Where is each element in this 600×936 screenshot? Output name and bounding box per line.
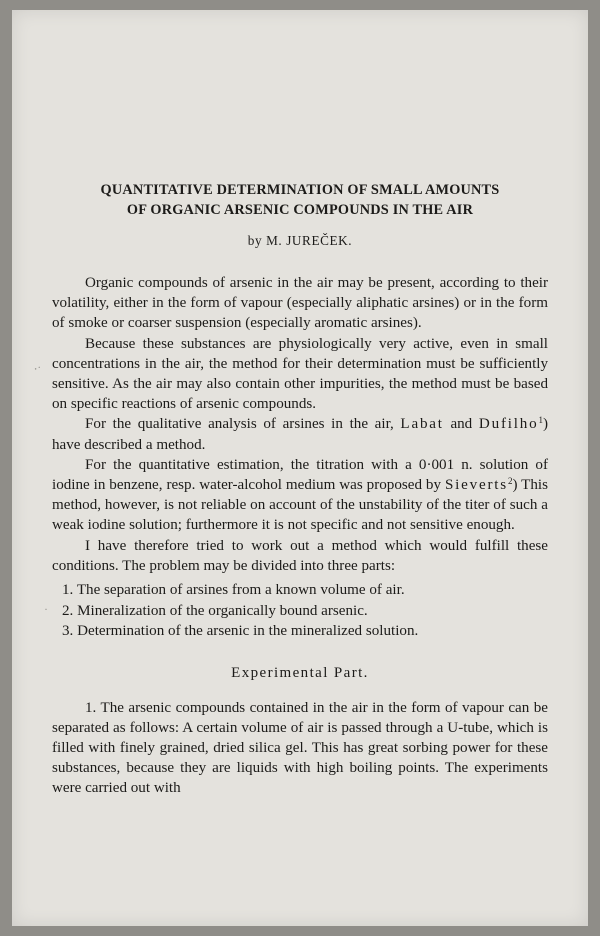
reference-marker: 1 [538,415,543,426]
author-name: Dufilho [478,416,539,433]
page-sheet [12,10,588,926]
paragraph [52,455,548,536]
list-item: 2. Mineralization of the organically bound arsenic. [62,602,368,619]
list-item: 1. The separation of arsines from a known volume of air. [62,582,405,599]
margin-mark: · [44,602,48,616]
margin-mark: ⸳· [34,360,42,374]
paragraph: 1. The arsenic compounds contained in the air in the form of vapour can be separated as follows: A certain volume of air is passed through a U-tube, which is filled with finely grained, dried silica gel. This has great sorbing power for these substances, because they are liquids with high boiling points. The experiments were carried out with [52,699,548,797]
numbered-list [52,580,548,642]
author-name: Labat [400,416,444,433]
text-run: and [443,416,479,433]
title-line: QUANTITATIVE DETERMINATION OF SMALL AMOUNTS [100,182,500,198]
text-run: For the quantitative estimation, the titration with a 0·001 n. solution of iodine in benzene, resp. water-alcohol medium was proposed by [52,456,548,494]
text-run: ) have described a method. [52,416,548,453]
author-name: Sieverts [444,477,508,494]
paragraph: Because these substances are physiologically very active, even in small concentrations in the air, the method for their determination must be sufficiently sensitive. As the air may also contain other impurities, the method must be based on specific reactions of arsenic compounds. [52,335,548,413]
article-title [52,180,548,220]
paragraph: Organic compounds of arsenic in the air may be present, according to their volatility, either in the form of vapour (especially aliphatic arsines) or in the form of smoke or coarser suspension (especially aromatic arsines). [52,275,548,332]
article-body [52,180,548,799]
section-heading: Experimental Part. [231,664,369,681]
paragraph: I have therefore tried to work out a method which would fulfill these conditions. The problem may be divided into three parts: [52,537,548,574]
list-item: 3. Determination of the arsenic in the mineralized solution. [62,623,419,640]
reference-marker: 2 [507,476,513,487]
text-run: For the qualitative analysis of arsines in the air, [85,416,401,433]
text-run: ) This method, however, is not reliable on account of the unstability of the titer of such a weak iodine solution; furthermore it is not specific and not sensitive enough. [52,477,548,534]
paragraph [52,414,548,454]
author-byline: by M. JUREČEK. [247,233,353,248]
title-line: OF ORGANIC ARSENIC COMPOUNDS IN THE AIR [126,202,474,218]
